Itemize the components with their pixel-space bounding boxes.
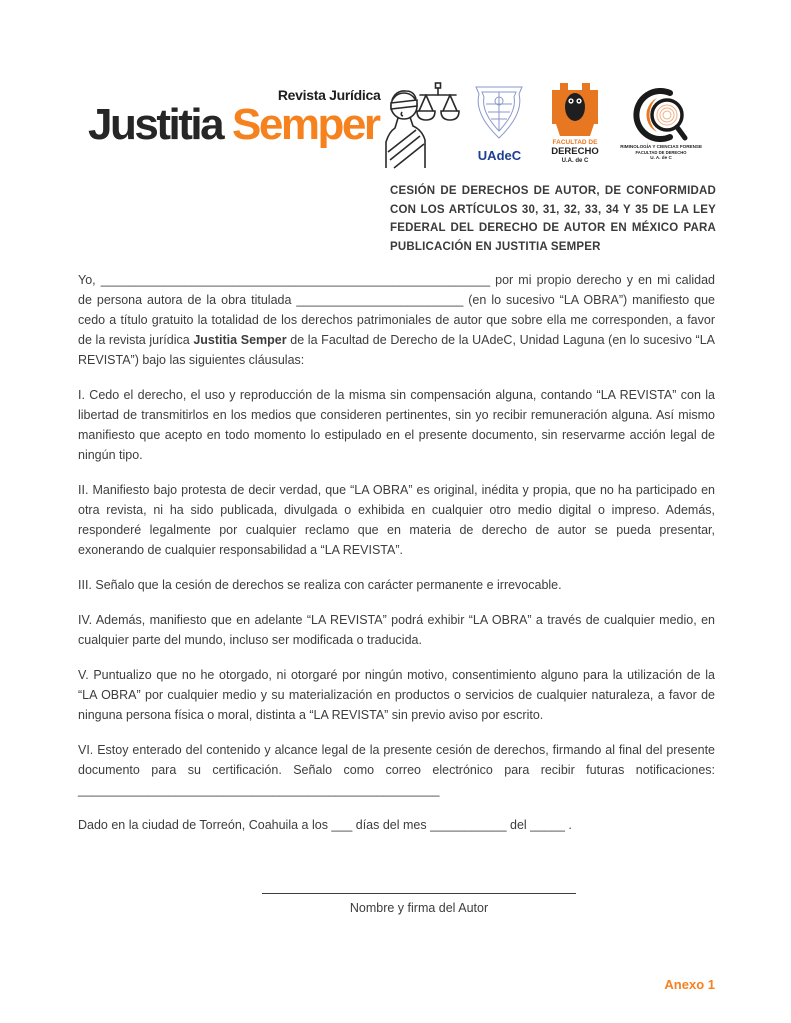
signature-label: Nombre y firma del Autor xyxy=(349,901,489,915)
crim-line1-text: CRIMINOLOGÍA Y CIENCIAS FORENSES xyxy=(620,144,703,149)
logo-word-semper: Revista Jurídica Semper xyxy=(232,87,381,149)
derecho-uadc-text: U.A. de C xyxy=(562,158,589,164)
clause-1: I. Cedo el derecho, el uso y reproducción de la misma sin compensación alguna, contando “LA REVISTA” con la libertad de transmitirlos en los medios que consideren pertinentes, sin yo recibir remuneración alguna. Así mismo manifiesto que acepto en todo momento lo estipulado en el presente documento, sin reservarme acción legal de ningún tipo. xyxy=(78,388,715,462)
signature-block xyxy=(262,878,576,915)
clause-3: III. Señalo que la cesión de derechos se realiza con carácter permanente e irrevocable. xyxy=(78,578,562,592)
intro-before-bold: Yo, ________________________________________________________ por mi propio derecho y en mi calidad de persona autora de la obra titulada ________________________ (en lo sucesivo “LA OBRA”) manifiesto que cedo a título gratuito la totalidad de los derechos patrimoniales de autor que sobre ella me corresponden, a favor de la revista jurídica xyxy=(78,273,715,347)
document-title: CESIÓN DE DERECHOS DE AUTOR, DE CONFORMIDAD CON LOS ARTÍCULOS 30, 31, 32, 33, 34 Y 35 DE LA LEY FEDERAL DEL DERECHO DE AUTOR EN MÉXICO PARA PUBLICACIÓN EN JUSTITIA SEMPER xyxy=(390,185,716,253)
logo-word-justitia: Justitia xyxy=(88,100,223,149)
header-logos xyxy=(88,76,731,175)
uadec-shield-icon xyxy=(472,127,526,144)
criminologia-forenses-logo xyxy=(620,88,702,165)
clause-5: V. Puntualizo que no he otorgado, ni otorgaré por ningún motivo, consentimiento alguno para la utilización de la “LA OBRA” por cualquier medio y su materialización en productos o servicios de cualquier naturaleza, a favor de ninguna persona física o moral, distinta a “LA REVISTA” sin previo aviso por escrito. xyxy=(78,668,715,722)
lady-justice-scales-icon xyxy=(382,82,460,175)
logo-tagline: Revista Jurídica xyxy=(277,87,381,103)
crim-line3-text: U. A. de C xyxy=(650,155,673,160)
justitia-semper-logo xyxy=(88,76,381,150)
clause-6: VI. Estoy enterado del contenido y alcance legal de la presente cesión de derechos, firmando al final del presente documento para su certificación. Señalo como correo electrónico para recibir futuras notificaciones: ____________________________________________________ xyxy=(78,743,715,797)
journal-name-bold: Justitia Semper xyxy=(193,333,287,347)
intro-after-bold: de la Facultad de Derecho de la UAdeC, Unidad Laguna (en lo sucesivo “LA REVISTA”) bajo las siguientes cláusulas: xyxy=(78,333,716,367)
clause-4: IV. Además, manifiesto que en adelante “LA REVISTA” podrá exhibir “LA OBRA” a través de cualquier medio, en cualquier parte del mundo, incluso ser modificada o traducida. xyxy=(78,613,715,647)
closing-paragraph: Dado en la ciudad de Torreón, Coahuila a los ___ días del mes ___________ del _____ . xyxy=(78,818,572,832)
signature-line xyxy=(262,878,576,894)
intro-paragraph xyxy=(78,270,715,370)
uadec-logo xyxy=(472,84,526,163)
annex-label: Anexo 1 xyxy=(664,977,715,992)
facultad-derecho-logo xyxy=(544,80,606,173)
derecho-name-text: DERECHO xyxy=(551,146,600,157)
crim-line2-text: FACULTAD DE DERECHO xyxy=(635,150,687,155)
derecho-facultad-text: FACULTAD DE xyxy=(553,139,598,146)
uadec-caption: UAdeC xyxy=(477,148,522,163)
document-body xyxy=(78,270,715,850)
clause-2: II. Manifiesto bajo protesta de decir verdad, que “LA OBRA” es original, inédita y propia, que no ha participado en otra revista, ni ha sido publicada, divulgada o exhibida en cualquier otro medio digital o impreso. Además, responderé legalmente por cualquier reclamo que en materia de derecho de autor se pueda presentar, exonerando de cualquier responsabilidad a “LA REVISTA”. xyxy=(78,483,715,557)
